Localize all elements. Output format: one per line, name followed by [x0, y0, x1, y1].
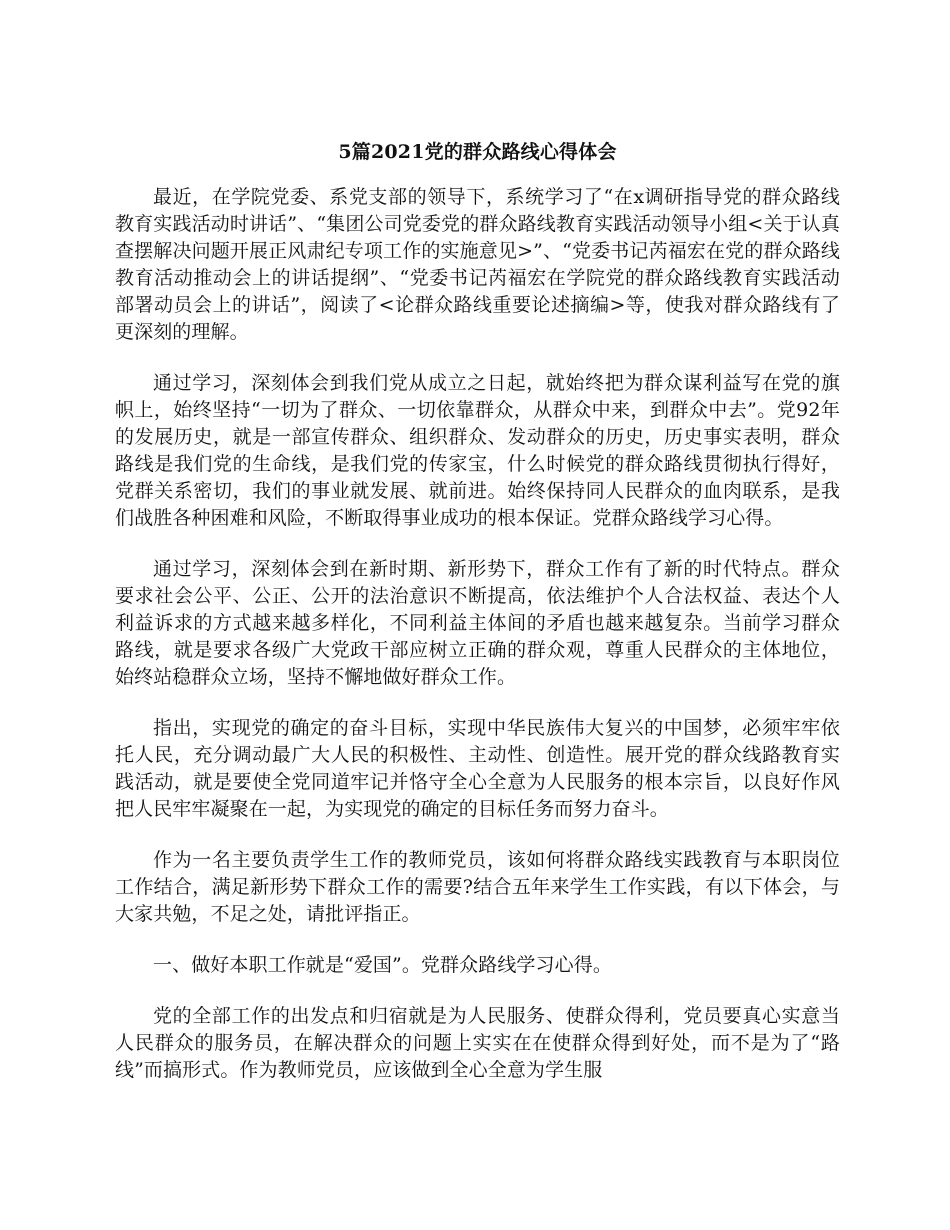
paragraph-1: 最近，在学院党委、系党支部的领导下，系统学习了“在x调研指导党的群众路线教育实践活动时讲话”、“集团公司党委党的群众路线教育实践活动领导小组<关于认真查摆解决问题开展正风肃纪专项工作的实施意见>”、“党委书记芮福宏在党的群众路线教育活动推动会上的讲话提纲”、“党委书记芮福宏在学院党的群众路线教育实践活动部署动员会上的讲话”，阅读了<论群众路线重要论述摘编>等，使我对群众路线有了更深刻的理解。 [115, 186, 840, 343]
paragraph-2: 通过学习，深刻体会到我们党从成立之日起，就始终把为群众谋利益写在党的旗帜上，始终坚持“一切为了群众、一切依靠群众，从群众中来，到群众中去”。党92年的发展历史，就是一部宣传群众、组织群众、发动群众的历史，历史事实表明，群众路线是我们党的生命线，是我们党的传家宝，什么时候党的群众路线贯彻执行得好，党群关系密切，我们的事业就发展、就前进。始终保持同人民群众的血肉联系，是我们战胜各种困难和风险，不断取得事业成功的根本保证。党群众路线学习心得。 [115, 372, 840, 529]
paragraph-3: 通过学习，深刻体会到在新时期、新形势下，群众工作有了新的时代特点。群众要求社会公平、公正、公开的法治意识不断提高，依法维护个人合法权益、表达个人利益诉求的方式越来越多样化，不同利益主体间的矛盾也越来越复杂。当前学习群众路线，就是要求各级广大党政干部应树立正确的群众观，尊重人民群众的主体地位，始终站稳群众立场，坚持不懈地做好群众工作。 [115, 558, 840, 688]
paragraph-5: 作为一名主要负责学生工作的教师党员，该如何将群众路线实践教育与本职岗位工作结合，满足新形势下群众工作的需要?结合五年来学生工作实践，有以下体会，与大家共勉，不足之处，请批评指正。 [115, 849, 840, 925]
document-title: 5篇2021党的群众路线心得体会 [338, 141, 617, 163]
document-page [115, 138, 840, 1084]
paragraph-7: 党的全部工作的出发点和归宿就是为人民服务、使群众得利，党员要真心实意当人民群众的服务员，在解决群众的问题上实实在在使群众得到好处，而不是为了“路线”而搞形式。作为教师党员，应该做到全心全意为学生服 [115, 1005, 840, 1081]
paragraph-6: 一、做好本职工作就是“爱国”。党群众路线学习心得。 [153, 954, 612, 976]
paragraph-4: 指出，实现党的确定的奋斗目标，实现中华民族伟大复兴的中国梦，必须牢牢依托人民，充分调动最广大人民的积极性、主动性、创造性。展开党的群众线路教育实践活动，就是要使全党同道牢记并恪守全心全意为人民服务的根本宗旨，以良好作风把人民牢牢凝聚在一起，为实现党的确定的目标任务而努力奋斗。 [115, 717, 840, 820]
